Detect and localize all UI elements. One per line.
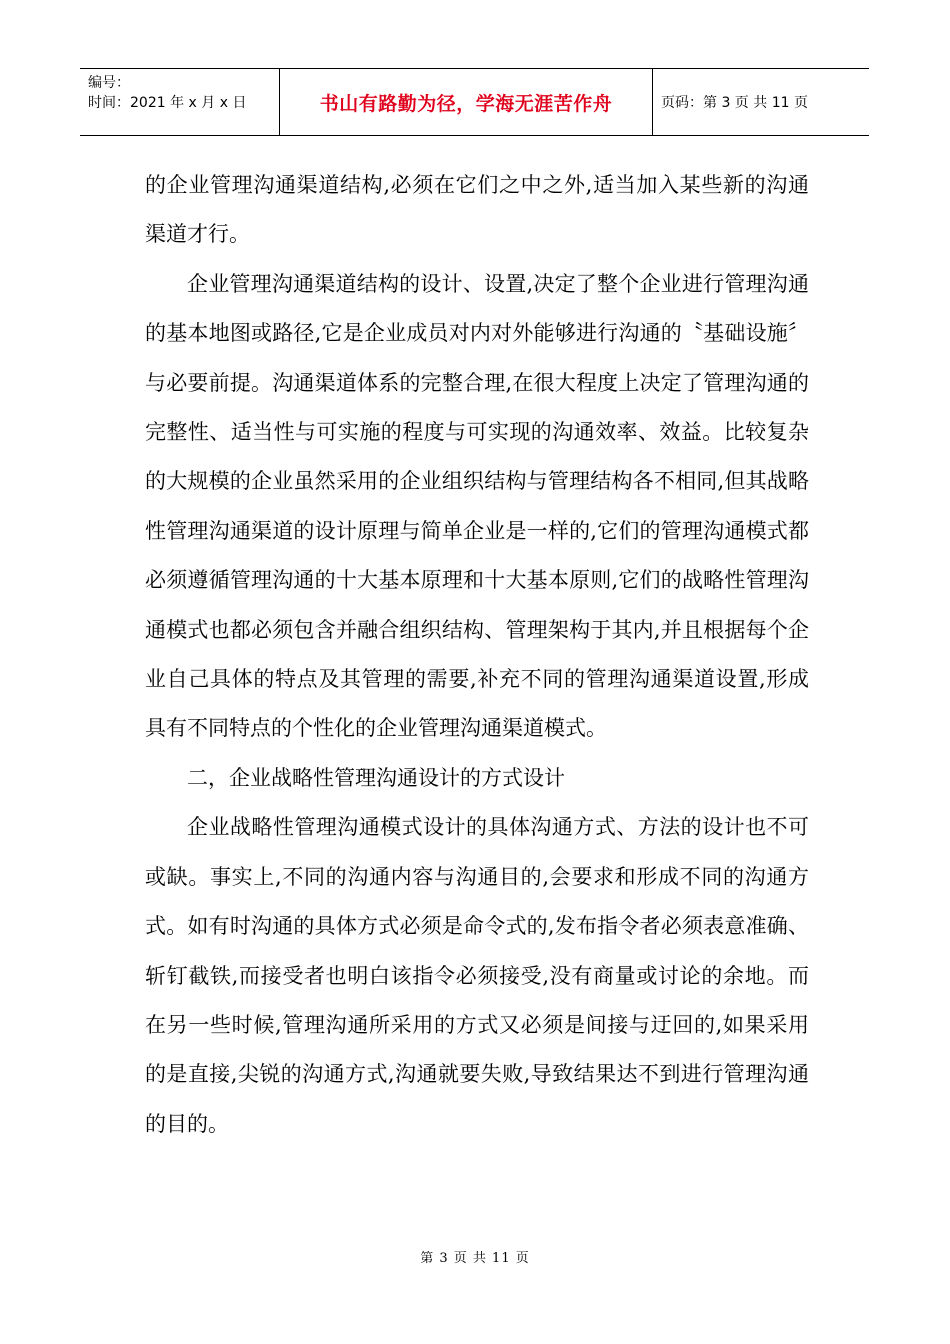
number-label: 编号： (88, 75, 130, 91)
page-footer: 第 3 页 共 11 页 (420, 1251, 530, 1266)
body-paragraph: 企业管理沟通渠道结构的设计、设置,决定了整个企业进行管理沟通的基本地图或路径,它是企业成员对内对外能够进行沟通的〝基础设施〞与必要前提。沟通渠道体系的完整合理,在很大程度上决定了管理沟通的完整性、适当性与可实施的程度与可实现的沟通效率、效益。比较复杂的大规模的企业虽然采用的企业组织结构与管理结构各不相同,但其战略性管理沟通渠道的设计原理与简单企业是一样的,它们的管理沟通模式都必须遵循管理沟通的十大基本原理和十大基本原则,它们的战略性管理沟通模式也都必须包含并融合组织结构、管理架构于其内,并且根据每个企业自己具体的特点及其管理的需要,补充不同的管理沟通渠道设置,形成具有不同特点的个性化的企业管理沟通渠道模式。 (145, 271, 809, 741)
document-header (80, 68, 869, 136)
date-label: 时间：2021 年 x 月 x 日 (88, 95, 247, 111)
body-paragraph: 的企业管理沟通渠道结构,必须在它们之中之外,适当加入某些新的沟通渠道才行。 (145, 173, 809, 247)
section-heading: 二，企业战略性管理沟通设计的方式设计 (187, 765, 565, 790)
document-body (145, 161, 809, 1149)
body-paragraph: 企业战略性管理沟通模式设计的具体沟通方式、方法的设计也不可或缺。事实上,不同的沟通内容与沟通目的,会要求和形成不同的沟通方式。如有时沟通的具体方式必须是命令式的,发布指令者必须表意准确、斩钉截铁,而接受者也明白该指令必须接受,没有商量或讨论的余地。而在另一些时候,管理沟通所采用的方式又必须是间接与迂回的,如果采用的是直接,尖锐的沟通方式,沟通就要失败,导致结果达不到进行管理沟通的目的。 (145, 815, 809, 1136)
motto-text: 书山有路勤为径，学海无涯苦作舟 (319, 92, 613, 115)
header-motto-cell (280, 69, 653, 135)
header-page-cell (653, 69, 869, 135)
header-meta-cell (80, 69, 280, 135)
page-info: 页码：第 3 页 共 11 页 (661, 95, 808, 111)
